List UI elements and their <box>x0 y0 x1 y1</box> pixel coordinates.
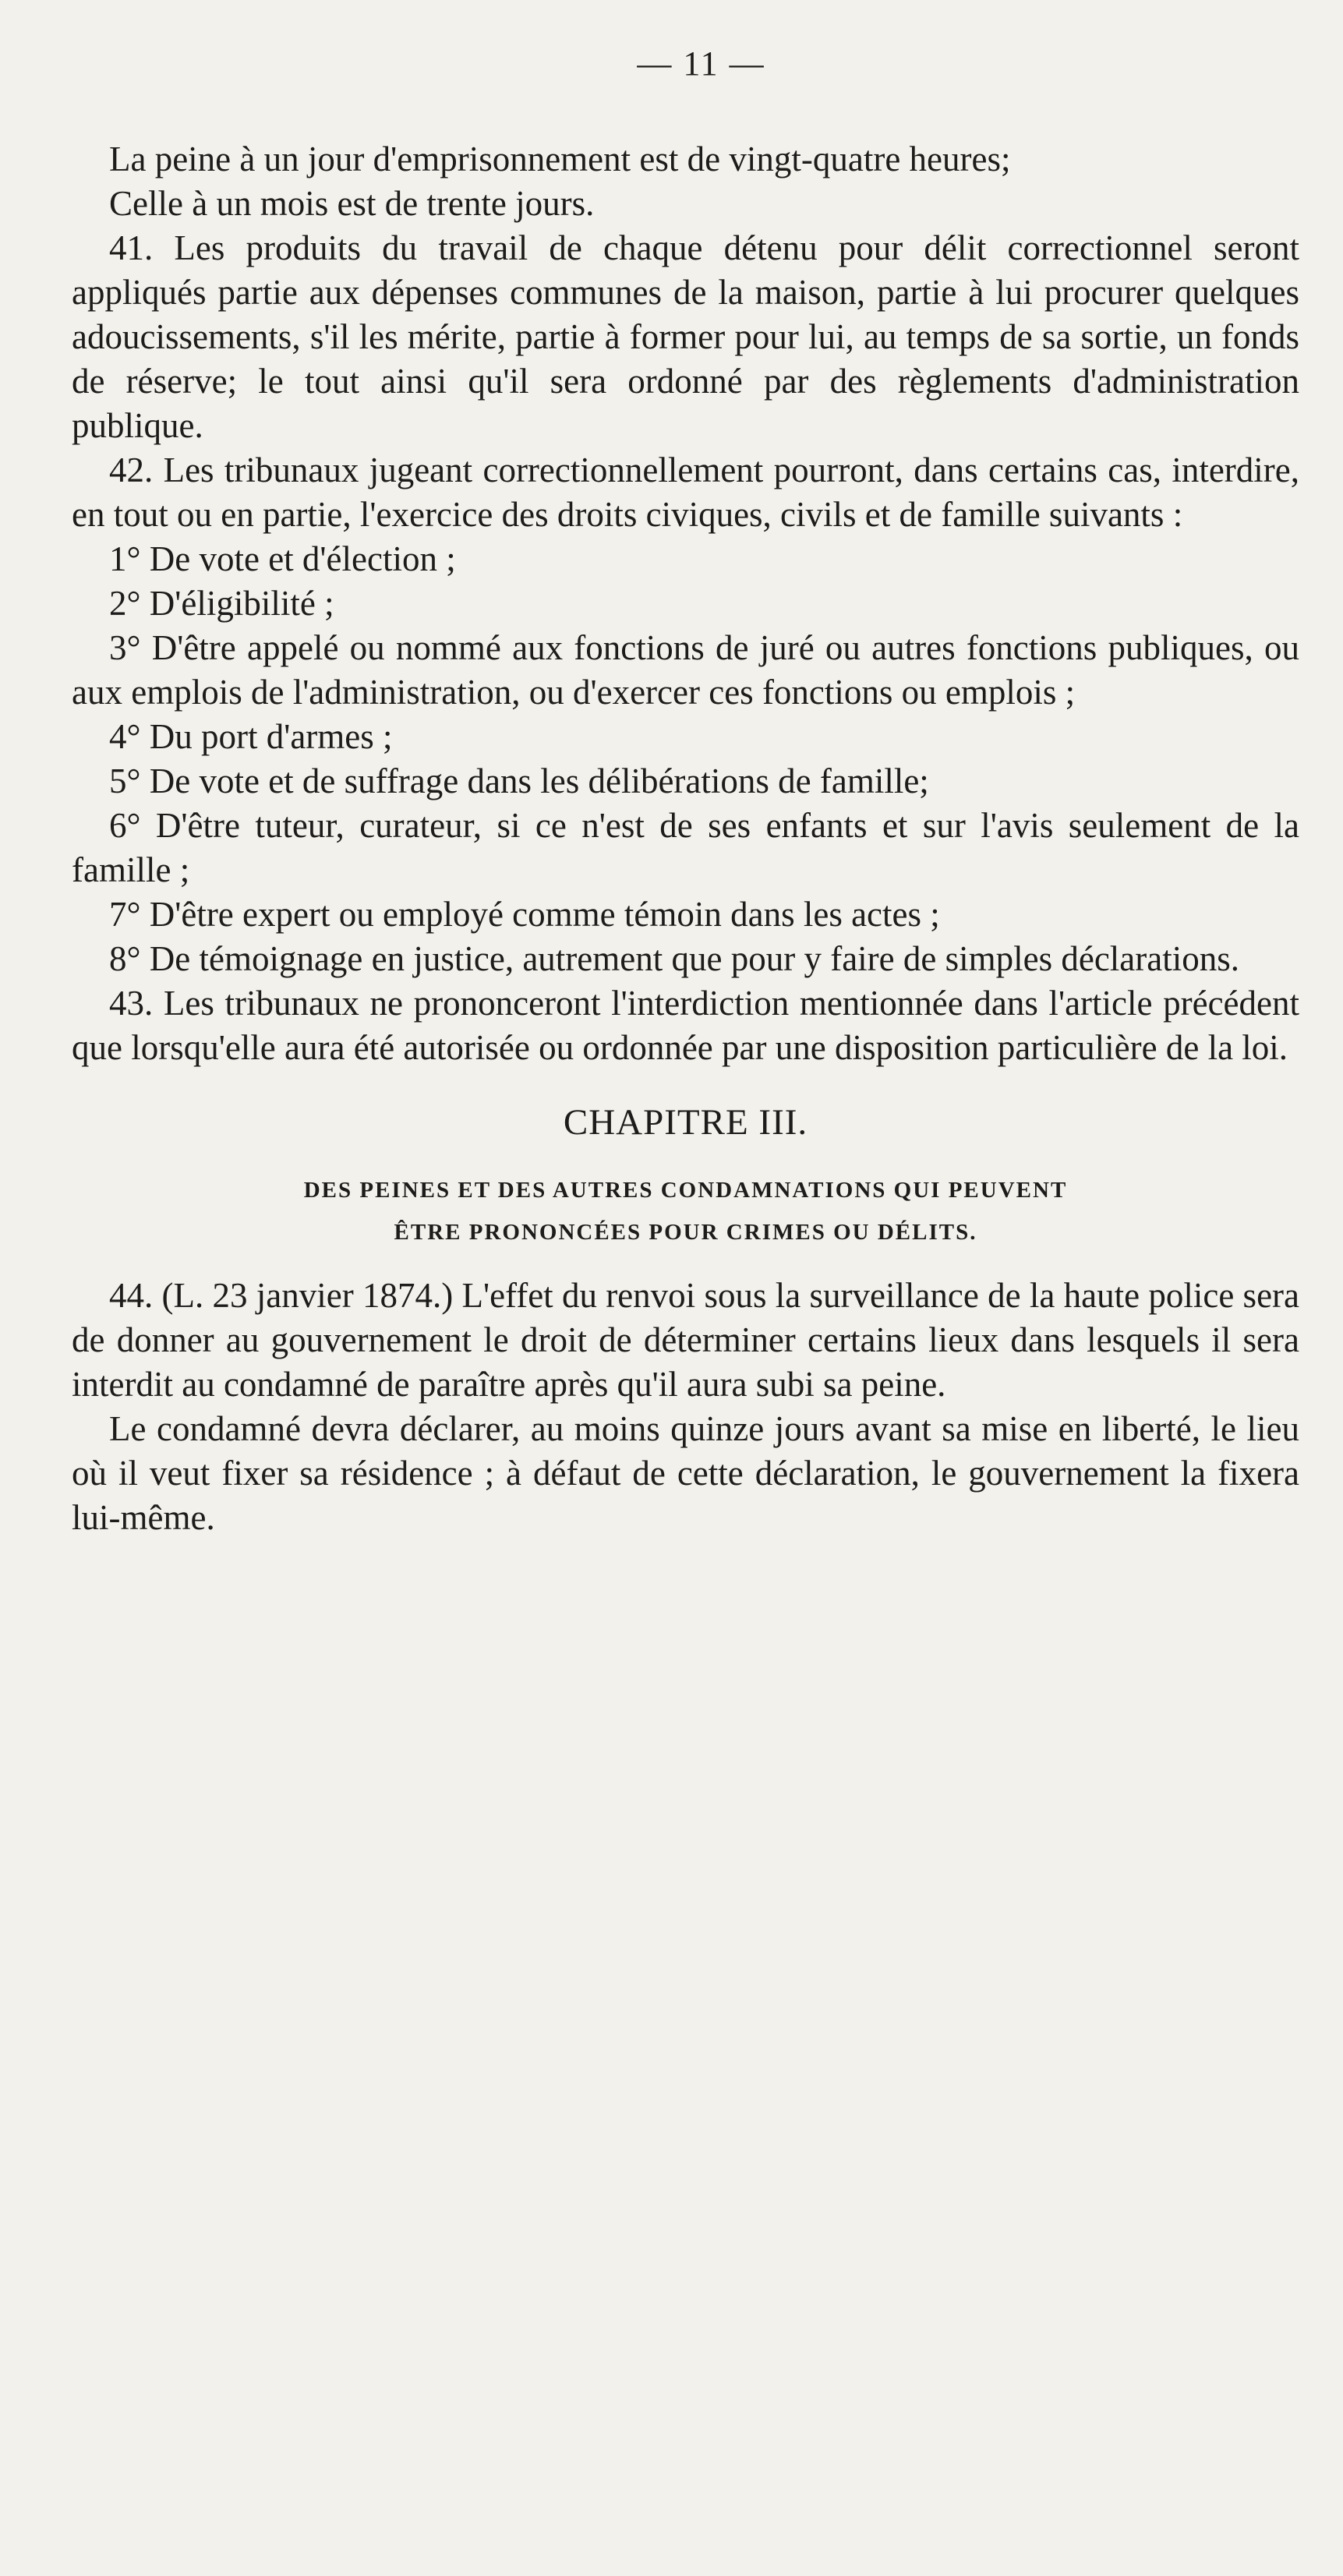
list-item-6: 6° D'être tuteur, curateur, si ce n'est de ses enfants et sur l'avis seulement de la famille ; <box>72 806 1299 889</box>
paragraph-sentence-duration: La peine à un jour d'emprisonnement est de vingt-quatre heures; <box>109 140 1011 178</box>
article-41: 41. Les produits du travail de chaque détenu pour délit correctionnel seront appliqués partie aux dépenses communes de la maison, partie à lui procurer quelques adoucissements, s'il les mérite, partie à former pour lui, au temps de sa sortie, un fonds de réserve; le tout ainsi qu'il sera ordonné par des règlements d'administration publique. <box>72 228 1299 445</box>
article-44-continued: Le condamné devra déclarer, au moins quinze jours avant sa mise en liberté, le lieu où il veut fixer sa résidence ; à défaut de cette déclaration, le gouvernement la fixera lui-même. <box>72 1409 1299 1537</box>
list-item-8: 8° De témoignage en justice, autrement que pour y faire de simples déclarations. <box>109 939 1239 978</box>
article-44: 44. (L. 23 janvier 1874.) L'effet du renvoi sous la surveillance de la haute police sera de donner au gouvernement le droit de déterminer certains lieux dans lesquels il sera interdit au condamné de paraître après qu'il aura subi sa peine. <box>72 1276 1299 1404</box>
page-number: — 11 — <box>637 44 765 83</box>
list-item-5: 5° De vote et de suffrage dans les délibérations de famille; <box>109 761 929 800</box>
paragraph-month-duration: Celle à un mois est de trente jours. <box>109 184 595 223</box>
list-item-2: 2° D'éligibilité ; <box>109 584 334 623</box>
chapter-subtitle <box>72 1169 1299 1253</box>
list-item-7: 7° D'être expert ou employé comme témoin dans les actes ; <box>109 895 940 934</box>
article-42: 42. Les tribunaux jugeant correctionnellement pourront, dans certains cas, interdire, en tout ou en partie, l'exercice des droits civiques, civils et de famille suivants : <box>72 451 1299 534</box>
list-item-1: 1° De vote et d'élection ; <box>109 539 456 578</box>
chapter-title: CHAPITRE III. <box>563 1102 808 1143</box>
chapter-subtitle-line-1: DES PEINES ET DES AUTRES CONDAMNATIONS QUI PEUVENT <box>303 1178 1068 1203</box>
list-item-3: 3° D'être appelé ou nommé aux fonctions de juré ou autres fonctions publiques, ou aux emplois de l'administration, ou d'exercer ces fonctions ou emplois ; <box>72 628 1299 712</box>
article-43: 43. Les tribunaux ne prononceront l'interdiction mentionnée dans l'article précédent que lorsqu'elle aura été autorisée ou ordonnée par une disposition particulière de la loi. <box>72 984 1299 1067</box>
list-item-4: 4° Du port d'armes ; <box>109 717 393 756</box>
chapter-subtitle-line-2: ÊTRE PRONONCÉES POUR CRIMES OU DÉLITS. <box>394 1220 977 1245</box>
